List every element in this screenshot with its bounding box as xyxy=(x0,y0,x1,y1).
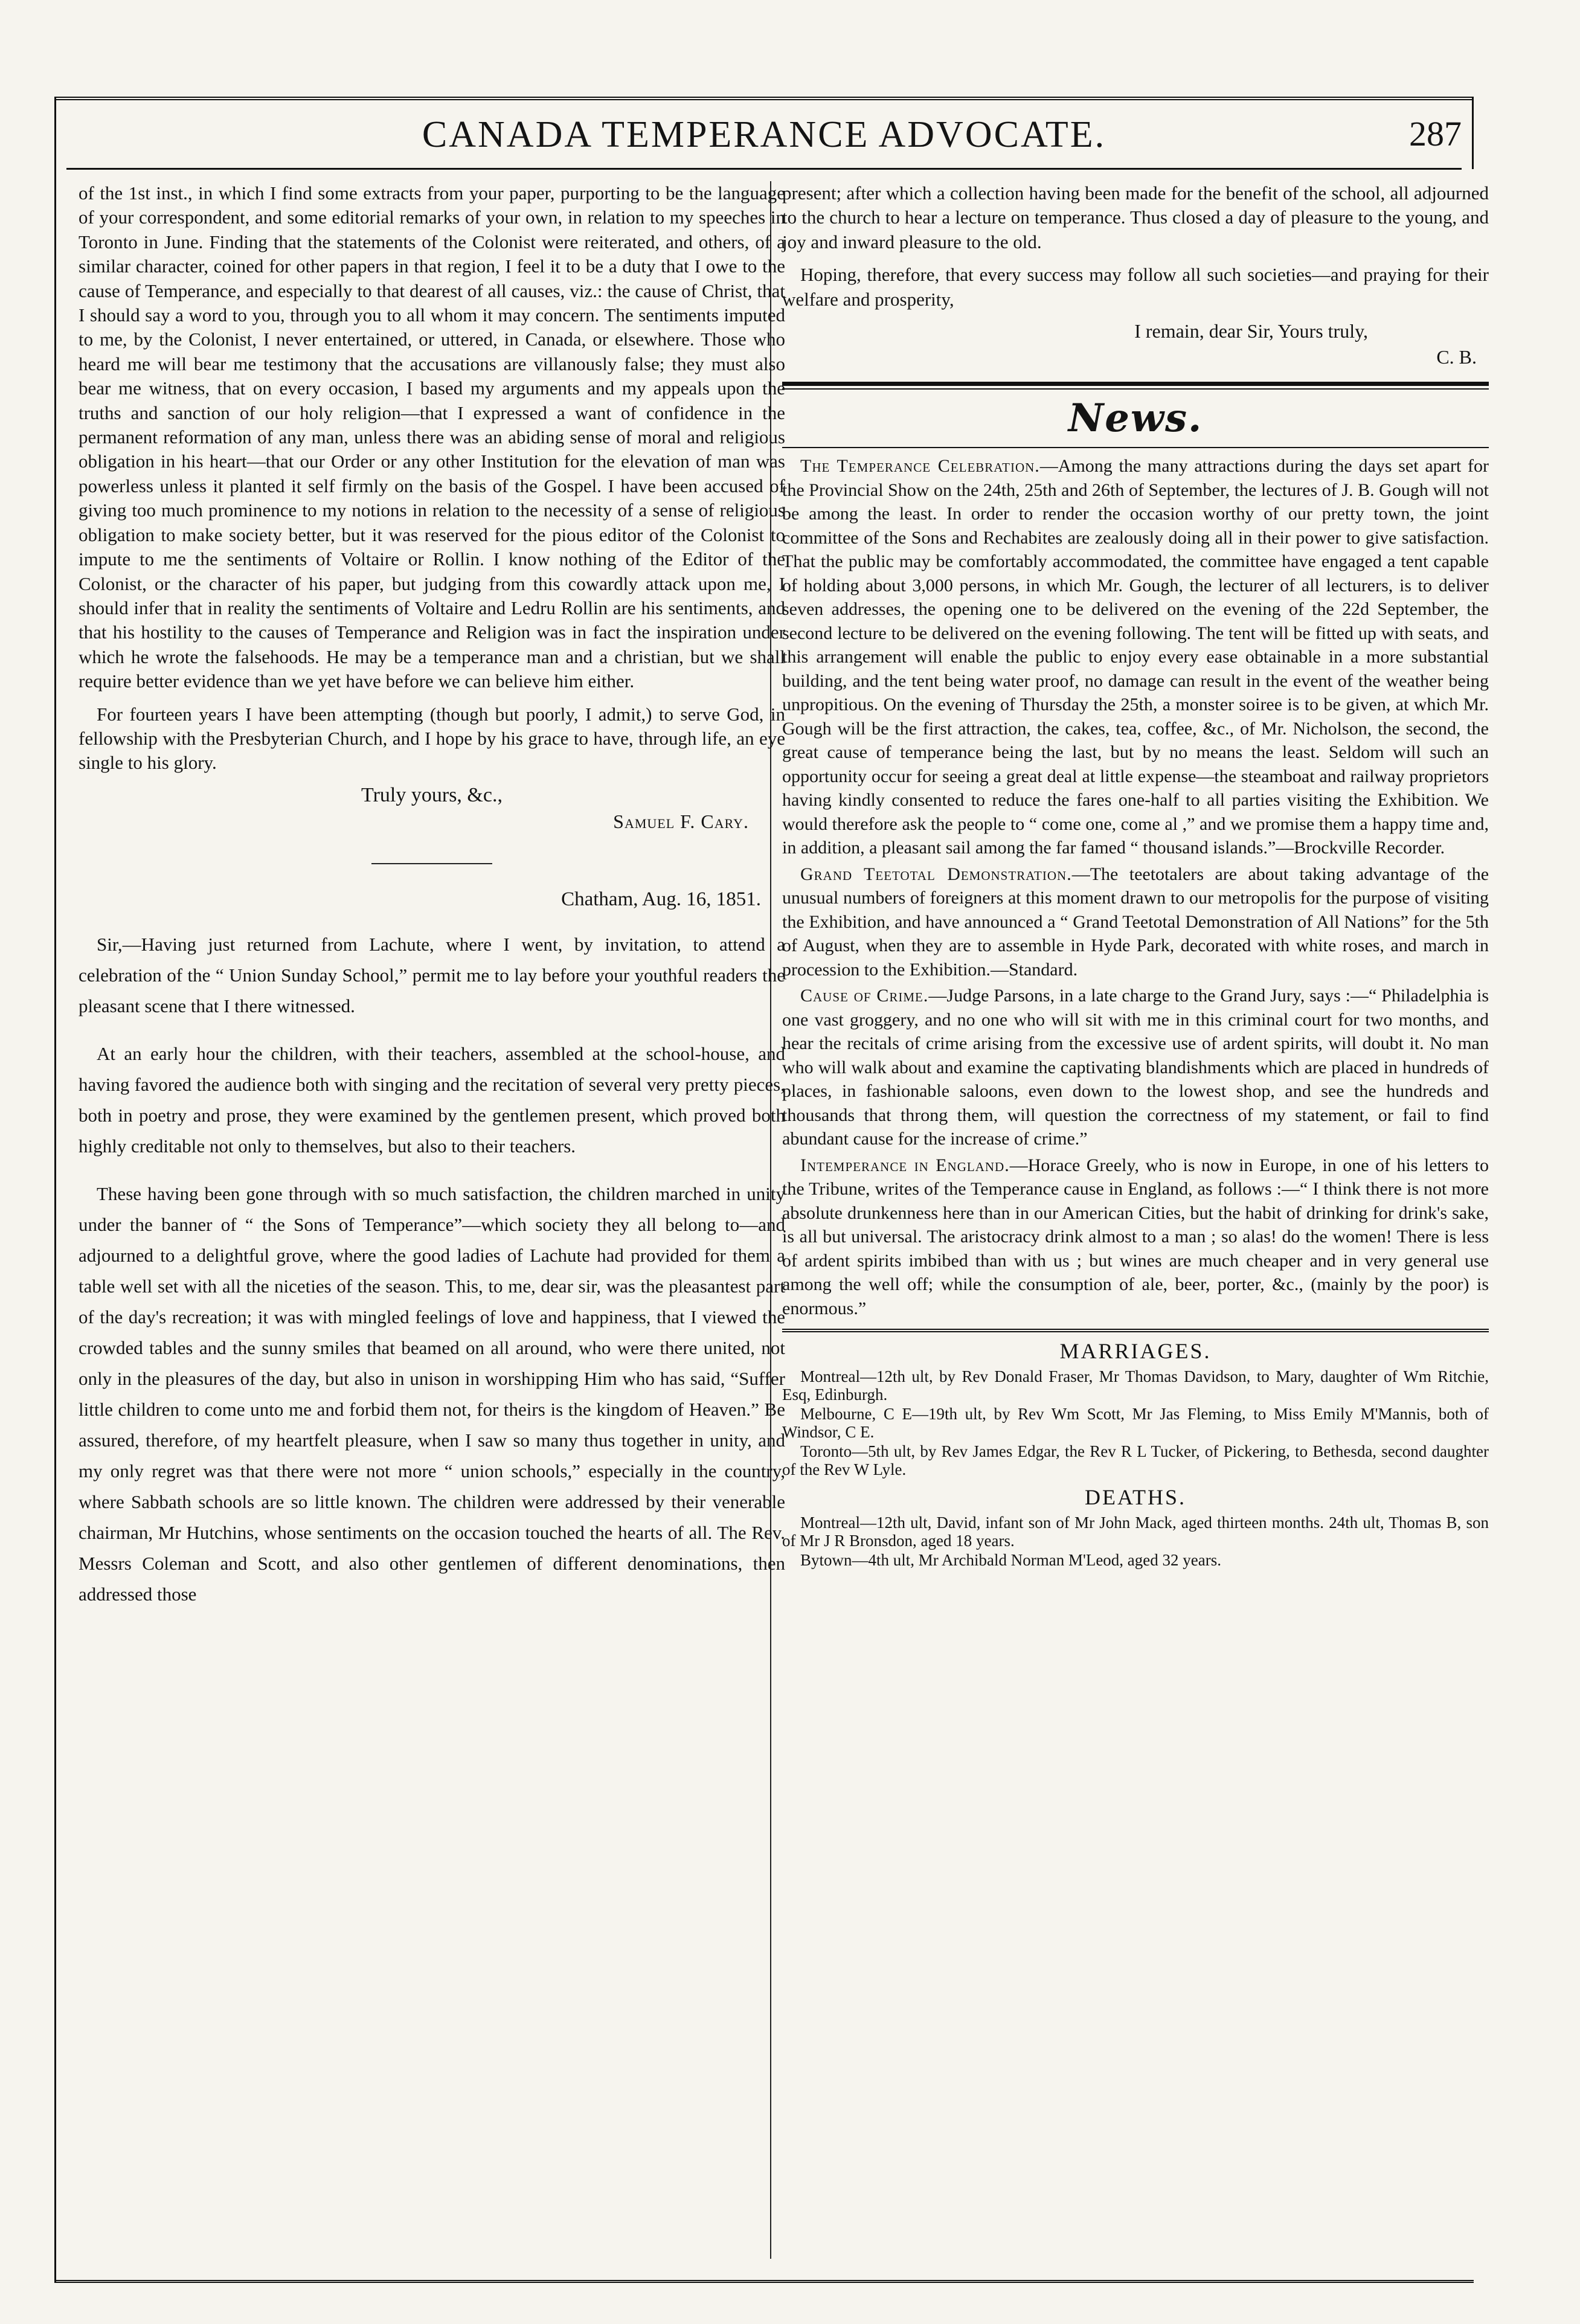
letter-initials: C. B. xyxy=(1436,346,1477,368)
news-item-body: —The teetotalers are about taking advantage of the unusual numbers of foreigners at this moment drawn to our metropolis for the purpose of visiting the Exhibition, and have announced a “ Grand Teetotal Demonstration of All Nations” for the 5th of August, when they are to assemble in Hyde Park, decorated with white roses, and march in procession to the Exhibition.—Standard. xyxy=(782,864,1489,980)
page-header xyxy=(66,109,1462,163)
marriages-title: MARRIAGES. xyxy=(1059,1339,1212,1364)
news-section-title: News. xyxy=(1068,396,1203,441)
news-item-heading: Grand Teetotal Demonstration. xyxy=(800,864,1072,884)
cary-letter-paragraph: of the 1st inst., in which I find some extracts from your paper, purporting to be the language of your correspondent, and some editorial remarks of your own, in relation to my speeches in Toronto in June. Finding that the statements of the Colonist were reiterated, and others, of a similar character, coined for other papers in that region, I feel it to be a duty that I owe to the cause of Temperance, and especially to that dearest of all causes, viz.: the cause of Christ, that I should say a word to you, through you to all whom it may concern. The sentiments imputed to me, by the Colonist, I never entertained, or uttered, in Canada, or elsewhere. Those who heard me will bear me testimony that the accusations are villanously false; they must also bear me witness, that on every occasion, I based my arguments and my appeals upon the truths and sanction of our holy religion—that I expressed a want of confidence in the permanent reformation of any man, unless there was an abiding sense of moral and religious obligation in his heart—that our Order or any other Institution for the elevation of man was powerless unless it planted it self firmly on the basis of the Gospel. I have been accused of giving too much prominence to my notions in relation to the necessity of a sense of religious obligation to make society better, but it was reserved for the pious editor of the Colonist to impute to me the sentiments of Voltaire or Rollin. I know nothing of the Editor of the Colonist, or the character of his paper, but judging from this cowardly attack upon me, I should infer that in reality the sentiments of Voltaire and Ledru Rollin are his sentiments, and that his hostility to the causes of Temperance and Religion was in fact the inspiration under which he wrote the falsehoods. He may be a temperance man and a christian, but we shall require better evidence than we yet have before we can believe him either. xyxy=(79,182,785,692)
page-number: 287 xyxy=(1409,114,1462,153)
newspaper-page xyxy=(42,97,1489,2283)
chatham-letter-paragraph: At an early hour the children, with their teachers, assembled at the school-house, and having favored the audience both with singing and the recitation of several very pretty pieces, both in poetry and prose, they were examined by the gentlemen present, which proved both highly creditable not only to themselves, but also to their teachers. xyxy=(79,1042,785,1157)
letter-continuation-paragraph: Hoping, therefore, that every success may follow all such societies—and praying for their welfare and prosperity, xyxy=(782,264,1489,310)
news-item-heading: Cause of Crime. xyxy=(800,986,929,1006)
news-item-heading: Intemperance in England. xyxy=(800,1155,1010,1175)
letter-continuation-paragraph: present; after which a collection having been made for the benefit of the school, all adjourned to the church to hear a lecture on temperance. Thus closed a day of pleasure to the young, and joy and inward pleasure to the old. xyxy=(782,182,1489,252)
letter-closing: I remain, dear Sir, Yours truly, xyxy=(1134,320,1368,342)
section-rule xyxy=(782,1329,1489,1332)
chatham-letter-paragraph: These having been gone through with so much satisfaction, the children marched in unity under the banner of “ the Sons of Temperance”—which society they all belong to—and adjourned to a delightful grove, where the good ladies of Lachute had provided for them a table well set with all the niceties of the season. This, to me, dear sir, was the pleasantest part of the day's recreation; it was with mingled feelings of love and happiness, that I viewed the crowded tables and the sunny smiles that beamed on all around, who were there united, not only in the pleasures of the day, but also in unison in worshipping Him who has said, “Suffer little children to come unto me and forbid them not, for theirs is the kingdom of Heaven.” Be assured, therefore, of my heartfelt pleasure, when I saw so many thus together in unity, and my only regret was that there were not more “ union schools,” especially in the country, where Sabbath schools are so little known. The children were addressed by their venerable chairman, Mr Hutchins, whose sentiments on the occasion touched the hearts of all. The Rev. Messrs Coleman and Scott, and also other gentlemen of different denominations, then addressed those xyxy=(79,1183,785,1605)
left-border-rule xyxy=(54,97,56,2283)
death-notice: Bytown—4th ult, Mr Archibald Norman M'Leod, aged 32 years. xyxy=(800,1551,1221,1570)
deaths-title: DEATHS. xyxy=(1084,1485,1186,1510)
marriages-list xyxy=(782,1367,1489,1478)
section-rule xyxy=(782,388,1489,390)
news-section xyxy=(782,454,1489,1320)
section-rule xyxy=(782,447,1489,448)
left-column xyxy=(79,181,785,1626)
masthead-title: CANADA TEMPERANCE ADVOCATE. xyxy=(422,114,1106,155)
news-item-body: —Among the many attractions during the days set apart for the Provincial Show on the 24th, 25th and 26th of September, the lectures of J. B. Gough will not be among the least. In order to render the occasion worthy of our pretty town, the joint committee of the Sons and Rechabites are zealously doing all in their power to give satisfaction. That the public may be comfortably accommodated, the committee have engaged a tent capable of holding about 3,000 persons, in which Mr. Gough, the lecturer of all lecturers, is to deliver seven addresses, the opening one to be delivered on the evening of the 22d September, the second lecture to be delivered on the evening following. The tent will be fitted up with seats, and this arrangement will enable the public to enjoy every ease obtainable in a more substantial building, and the tent being water proof, no damage can result in the event of the weather being unpropitious. On the evening of Thursday the 25th, a monster soiree is to be given, at which Mr. Gough will be the first attraction, the cakes, tea, coffee, &c., of Mr. Nicholson, the second, the great cause of temperance being the last, but by no means the least. Seldom will such an opportunity occur for seeing a great deal at little expense—the steamboat and railway proprietors having kindly consented to reduce the fares one-half to all parties visiting the Exhibition. We would therefore ask the people to “ come one, come al ,” and we promise them a happy time and, in addition, a pleasant sail among the far famed “ thousand islands.”—Brockville Recorder. xyxy=(782,456,1489,858)
news-item-body: —Horace Greely, who is now in Europe, in one of his letters to the Tribune, writes of the Temperance cause in England, as follows :—“ I think there is not more absolute drunkenness here than in our American Cities, but the habit of drinking for drink's sake, is all but universal. The aristocracy drink almost to a man ; so alas! do the women! There is less of ardent spirits imbibed than with us ; but wines are much cheaper and in very general use among the well off; while the consumption of ale, beer, porter, &c., (mainly by the poor) is enormous.” xyxy=(782,1155,1489,1318)
marriage-notice: Melbourne, C E—19th ult, by Rev Wm Scott, Mr Jas Fleming, to Miss Emily M'Mannis, both of Windsor, C E. xyxy=(782,1405,1489,1442)
right-column xyxy=(782,181,1489,1570)
marriage-notice: Toronto—5th ult, by Rev James Edgar, the Rev R L Tucker, of Pickering, to Bethesda, second daughter of the Rev W Lyle. xyxy=(782,1442,1489,1479)
section-rule xyxy=(782,382,1489,386)
letter-dateline: Chatham, Aug. 16, 1851. xyxy=(561,888,761,910)
marriage-notice: Montreal—12th ult, by Rev Donald Fraser, Mr Thomas Davidson, to Mary, daughter of Wm Ritchie, Esq, Edinburgh. xyxy=(782,1367,1489,1404)
death-notice: Montreal—12th ult, David, infant son of Mr John Mack, aged thirteen months. 24th ult, Thomas B, son of Mr J R Bronsdon, aged 18 years. xyxy=(782,1513,1489,1550)
news-item xyxy=(782,454,1489,860)
chatham-letter-paragraph: Sir,—Having just returned from Lachute, where I went, by invitation, to attend a celebration of the “ Union Sunday School,” permit me to lay before your youthful readers the pleasant scene that I there witnessed. xyxy=(79,933,785,1016)
deaths-list xyxy=(782,1513,1489,1569)
section-rule xyxy=(371,863,492,864)
news-item-body: —Judge Parsons, in a late charge to the Grand Jury, says :—“ Philadelphia is one vast groggery, and no one who will sit with me in this criminal court for two months, and hear the recitals of crime arising from the excessive use of ardent spirits, will doubt it. No man who will walk about and examine the captivating blandishments which are placed in hundreds of places, in fashionable saloons, even down to the lowest shop, and see the hundreds and thousands that throng them, will question the correctness of my statement, or fail to find abundant cause for the increase of crime.” xyxy=(782,986,1489,1149)
header-rule xyxy=(66,168,1462,170)
news-item-heading: The Temperance Celebration. xyxy=(800,456,1040,477)
letter-signature: Samuel F. Cary. xyxy=(613,810,749,832)
news-item xyxy=(782,862,1489,982)
top-border-rule xyxy=(54,97,1474,100)
cary-letter-paragraph: For fourteen years I have been attempting (though but poorly, I admit,) to serve God, in fellowship with the Presbyterian Church, and I hope by his grace to have, through life, an eye single to his glory. xyxy=(79,703,785,774)
news-item xyxy=(782,984,1489,1151)
bottom-border-rule xyxy=(54,2280,1474,2283)
news-item xyxy=(782,1154,1489,1321)
right-border-rule xyxy=(1472,97,1474,169)
chatham-letter xyxy=(79,929,785,1610)
letter-closing: Truly yours, &c., xyxy=(361,783,503,806)
